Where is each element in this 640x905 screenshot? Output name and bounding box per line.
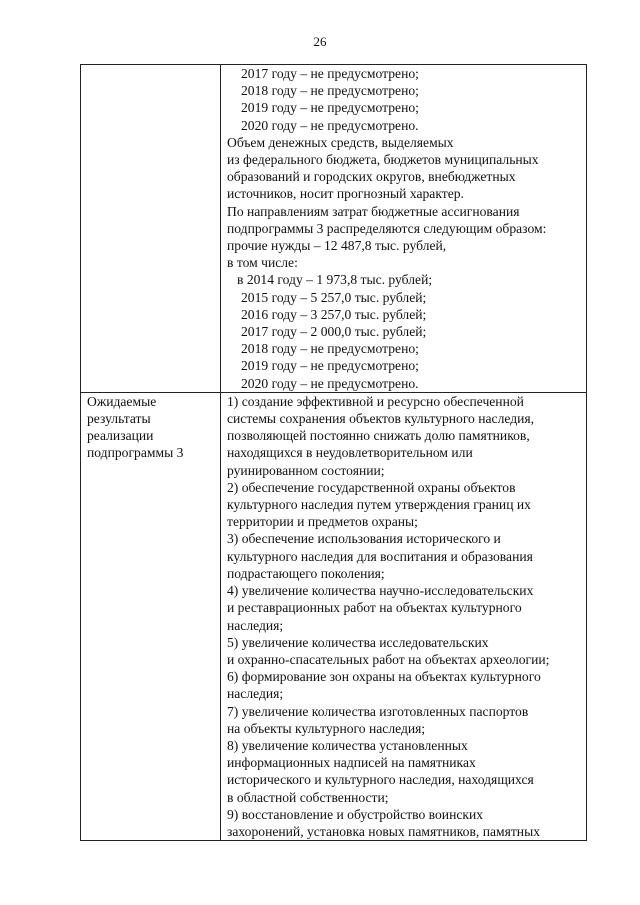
content-line: на объекты культурного наследия; — [227, 720, 426, 736]
content-line: 2017 году – 2 000,0 тыс. рублей; — [241, 324, 427, 340]
row-content-cell — [221, 65, 587, 393]
content-line: 2016 году – 3 257,0 тыс. рублей; — [241, 306, 427, 322]
row-label-line: результаты — [87, 411, 151, 427]
content-line: подрастающего поколения; — [227, 565, 385, 581]
row-label-cell — [81, 392, 221, 840]
content-line: культурного наследия путем утверждения границ их — [227, 497, 531, 513]
content-line: 1) создание эффективной и ресурсно обеспеченной — [227, 393, 524, 409]
content-line: в 2014 году – 1 973,8 тыс. рублей; — [237, 272, 433, 288]
row-content-cell — [221, 392, 587, 840]
content-line: 2020 году – не предусмотрено. — [241, 117, 419, 133]
content-line: 8) увеличение количества установленных — [227, 737, 468, 753]
content-line: образований и городских округов, внебюджетных — [227, 169, 516, 185]
content-line: наследия; — [227, 686, 284, 702]
content-line: 2015 году – 5 257,0 тыс. рублей; — [241, 289, 427, 305]
program-table-body — [81, 65, 587, 841]
row-label-line: Ожидаемые — [87, 393, 157, 409]
row-label-line: подпрограммы 3 — [87, 445, 184, 461]
content-line: и реставрационных работ на объектах культурного — [227, 600, 522, 616]
content-line: 9) восстановление и обустройство воинских — [227, 806, 484, 822]
content-line: 2019 году – не предусмотрено; — [241, 358, 419, 374]
content-line: территории и предметов охраны; — [227, 514, 418, 530]
row-label-line: реализации — [87, 428, 154, 444]
content-line: в том числе: — [227, 255, 298, 271]
content-line: 6) формирование зон охраны на объектах культурного — [227, 669, 541, 685]
content-line: 2017 году – не предусмотрено; — [241, 66, 419, 81]
content-line: Объем денежных средств, выделяемых — [227, 134, 454, 150]
content-line: 2) обеспечение государственной охраны объектов — [227, 479, 516, 495]
program-table — [80, 64, 587, 841]
content-line: 2019 году – не предусмотрено; — [241, 100, 419, 116]
content-line: По направлениям затрат бюджетные ассигнования — [227, 203, 520, 219]
page-number: 26 — [313, 34, 327, 49]
content-line: позволяющей постоянно снижать долю памятников, — [227, 428, 530, 444]
content-line: 5) увеличение количества исследовательских — [227, 634, 489, 650]
content-line: подпрограммы 3 распределяются следующим образом: — [227, 220, 547, 236]
content-line: наследия; — [227, 617, 284, 633]
content-line: 2018 году – не предусмотрено; — [241, 83, 419, 99]
content-line: руинированном состоянии; — [227, 462, 385, 478]
content-line: 2020 году – не предусмотрено. — [241, 375, 419, 391]
table-row — [81, 65, 587, 393]
content-line: источников, носит прогнозный характер. — [227, 186, 464, 202]
content-line: прочие нужды – 12 487,8 тыс. рублей, — [227, 238, 447, 254]
content-line: 7) увеличение количества изготовленных паспортов — [227, 703, 529, 719]
content-line: системы сохранения объектов культурного наследия, — [227, 411, 535, 427]
content-line: в областной собственности; — [227, 789, 389, 805]
content-line: информационных надписей на памятниках — [227, 755, 476, 771]
content-line: из федерального бюджета, бюджетов муниципальных — [227, 152, 539, 168]
content-line: 4) увеличение количества научно-исследовательских — [227, 583, 534, 599]
content-line: 3) обеспечение использования исторического и — [227, 531, 501, 547]
content-line: находящихся в неудовлетворительном или — [227, 445, 473, 461]
content-line: исторического и культурного наследия, находящихся — [227, 772, 534, 788]
row-label-cell — [81, 65, 221, 393]
table-row — [81, 392, 587, 840]
content-line: захоронений, установка новых памятников, памятных — [227, 823, 541, 839]
content-line: 2018 году – не предусмотрено; — [241, 341, 419, 357]
content-line: и охранно-спасательных работ на объектах археологии; — [227, 651, 550, 667]
content-line: культурного наследия для воспитания и образования — [227, 548, 533, 564]
